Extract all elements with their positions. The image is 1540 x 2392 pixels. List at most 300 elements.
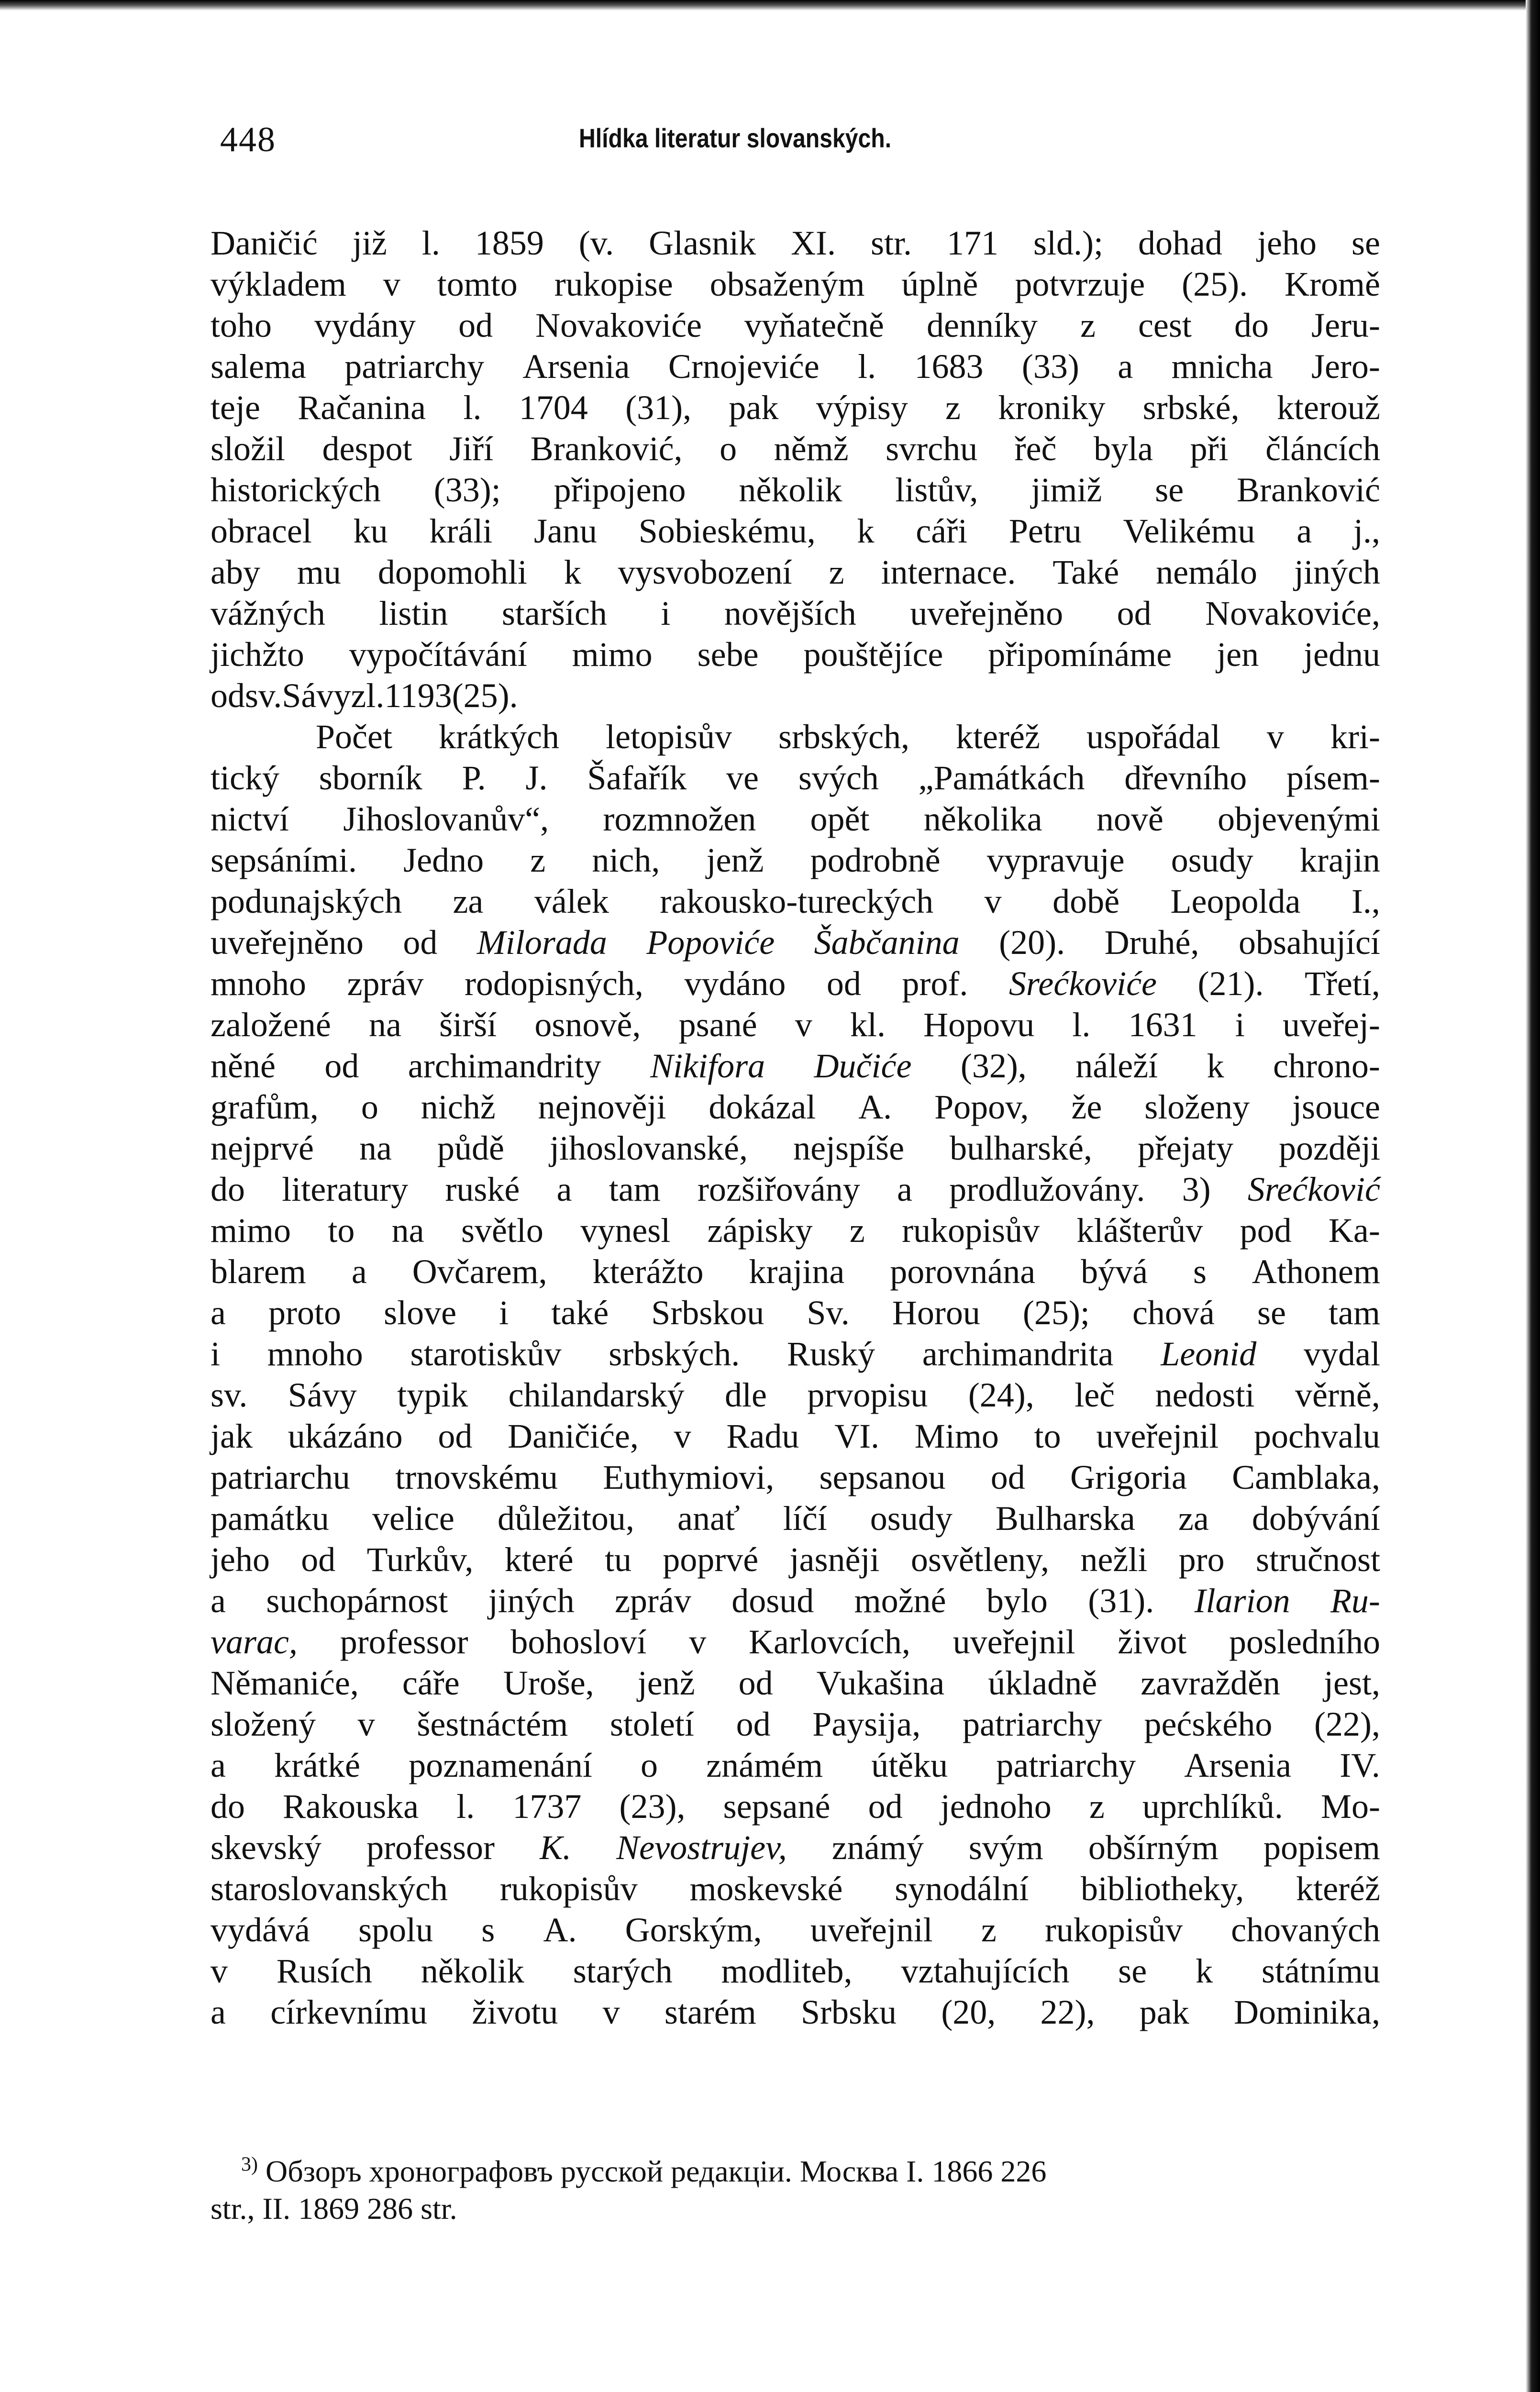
- word: kroniky: [998, 388, 1106, 427]
- word: vyňatečně: [744, 306, 884, 344]
- word: od: [868, 1787, 903, 1826]
- word: Ilarion: [1194, 1582, 1290, 1620]
- text-line: [211, 305, 1380, 346]
- text-line: [211, 840, 1380, 881]
- word: jsouce: [1292, 1088, 1380, 1126]
- word: tomto: [437, 265, 518, 303]
- word: Rakouska: [283, 1787, 419, 1826]
- word: 171: [947, 224, 999, 262]
- word: bulharské,: [950, 1129, 1093, 1167]
- scan-edge-top: [0, 0, 1540, 11]
- text-line: [211, 1004, 1380, 1045]
- word: Srećković: [1247, 1170, 1380, 1208]
- word: moskevské: [689, 1870, 843, 1908]
- word: nově: [1096, 800, 1163, 838]
- word: 1704: [519, 388, 588, 427]
- word: při: [1190, 430, 1229, 468]
- word: 1683: [914, 347, 984, 386]
- word: cáři: [916, 512, 968, 550]
- word: od: [736, 1705, 771, 1743]
- word: varac,: [211, 1623, 298, 1661]
- word: jiných: [1294, 553, 1380, 591]
- word: jihoslovanské,: [550, 1129, 748, 1167]
- word: do: [211, 1170, 245, 1208]
- word: od: [403, 923, 438, 962]
- word: z: [351, 676, 366, 715]
- text-line: [211, 1827, 1380, 1868]
- text-line: [211, 1539, 1380, 1580]
- word: i: [661, 594, 671, 632]
- word: Ka-: [1328, 1211, 1380, 1250]
- word: Srbskou: [651, 1294, 764, 1332]
- word: v: [984, 882, 1002, 920]
- word: památku: [211, 1499, 329, 1538]
- word: velice: [372, 1499, 454, 1538]
- word: řeč: [1014, 430, 1057, 468]
- word: složeny: [1144, 1088, 1250, 1126]
- word: Milorada: [476, 923, 607, 962]
- word: a: [211, 1746, 226, 1784]
- word: bohosloví: [510, 1623, 647, 1661]
- word: na: [391, 1211, 424, 1250]
- word: k: [564, 553, 581, 591]
- word: sv.: [211, 1376, 248, 1414]
- word: objevenými: [1218, 800, 1380, 838]
- word: svých: [798, 759, 879, 797]
- word: a: [556, 1170, 572, 1208]
- word: od: [301, 1540, 336, 1579]
- word: životu: [472, 1993, 558, 2031]
- word: dokázal: [709, 1088, 816, 1126]
- word: dobývání: [1252, 1499, 1380, 1538]
- word: později: [1279, 1129, 1380, 1167]
- footnote-line: [211, 2153, 1380, 2190]
- word: vysvobození: [618, 553, 792, 591]
- word: tu: [604, 1540, 632, 1579]
- word: obšírným: [1088, 1828, 1219, 1867]
- word: se: [1118, 1952, 1147, 1990]
- word: výpisy: [816, 388, 908, 427]
- word: 1859: [475, 224, 544, 262]
- word: důležitou,: [497, 1499, 634, 1538]
- word: uspořádal: [1086, 718, 1220, 756]
- word: život: [1118, 1623, 1187, 1661]
- word: cest: [1138, 306, 1192, 344]
- word: věrně,: [1295, 1376, 1380, 1414]
- word: Paysija,: [812, 1705, 921, 1743]
- word: Popov,: [934, 1088, 1029, 1126]
- word: Velikému: [1123, 512, 1255, 550]
- word: vypravuje: [986, 841, 1125, 879]
- word: podrobně: [810, 841, 941, 879]
- word: dosud: [731, 1582, 814, 1620]
- word: poprvé: [663, 1540, 759, 1579]
- word: Šafařík: [587, 759, 687, 797]
- word: i: [499, 1294, 509, 1332]
- word: zpráv: [347, 964, 424, 1003]
- word: stručnost: [1255, 1540, 1380, 1579]
- word: kl.: [850, 1006, 886, 1044]
- word: posledního: [1229, 1623, 1380, 1661]
- word: Camblaka,: [1232, 1458, 1380, 1496]
- word: v: [357, 1705, 375, 1743]
- word: od: [211, 676, 245, 715]
- word: v: [211, 1952, 228, 1990]
- word: starotiskův: [410, 1335, 562, 1373]
- word: uveřejnil: [953, 1623, 1075, 1661]
- word: internace.: [881, 553, 1016, 591]
- word: složený: [211, 1705, 316, 1743]
- word: Ruský: [787, 1335, 875, 1373]
- word: sld.);: [1033, 224, 1104, 262]
- word: P.: [462, 759, 486, 797]
- word: uveřejněno: [910, 594, 1064, 632]
- word: Mimo: [914, 1417, 999, 1455]
- word: od: [738, 1664, 773, 1702]
- word: opět: [810, 800, 870, 838]
- word: Petru: [1008, 512, 1082, 550]
- text-line: [211, 469, 1380, 510]
- word: chilandarský: [508, 1376, 685, 1414]
- word: Euthymiovi,: [603, 1458, 775, 1496]
- word: starém: [664, 1993, 756, 2031]
- text-line: [211, 346, 1380, 387]
- word: pochvalu: [1253, 1417, 1380, 1455]
- word: známý: [831, 1828, 924, 1867]
- text-line: [211, 881, 1380, 922]
- word: výkladem: [211, 265, 346, 303]
- text-line: [211, 1374, 1380, 1416]
- word: sv.: [245, 676, 282, 715]
- word: Athonem: [1252, 1252, 1380, 1291]
- text-line: [211, 1292, 1380, 1333]
- word: ve: [726, 759, 759, 797]
- word: vypočítávání: [349, 635, 527, 674]
- word: Radu: [726, 1417, 799, 1455]
- word: a: [351, 1252, 367, 1291]
- word: Šabčanina: [814, 923, 960, 962]
- word: obracel: [211, 512, 312, 550]
- word: osnově,: [534, 1006, 641, 1044]
- word: vztahujících: [901, 1952, 1070, 1990]
- word: popisem: [1263, 1828, 1380, 1867]
- text-line: [211, 1498, 1380, 1539]
- word: Vukašina: [816, 1664, 945, 1702]
- word: prodlužovány.: [949, 1170, 1145, 1208]
- word: náleží: [1075, 1047, 1158, 1085]
- word: a: [211, 1582, 226, 1620]
- word: možné: [854, 1582, 946, 1620]
- word: na: [359, 1129, 392, 1167]
- word: podunajských: [211, 882, 402, 920]
- word: do: [1234, 306, 1269, 344]
- word: VI.: [834, 1417, 880, 1455]
- word: byla: [1094, 430, 1153, 468]
- word: krajin: [1299, 841, 1380, 879]
- word: zavražděn: [1141, 1664, 1280, 1702]
- word: ku: [353, 512, 388, 550]
- word: pod: [1240, 1211, 1292, 1250]
- word: vydány: [314, 306, 416, 344]
- word: Janu: [534, 512, 597, 550]
- word: sepsanou: [819, 1458, 946, 1496]
- word: na: [369, 1006, 401, 1044]
- word: historických: [211, 471, 381, 509]
- word: Daničiće,: [508, 1417, 639, 1455]
- text-line: [211, 922, 1380, 963]
- word: srbských.: [609, 1335, 740, 1373]
- text-line: [211, 1333, 1380, 1374]
- word: pećského: [1144, 1705, 1273, 1743]
- word: a: [211, 1294, 226, 1332]
- running-title: Hlídka literatur slovanských.: [579, 123, 892, 153]
- word: chová: [1132, 1294, 1215, 1332]
- word: staroslovanských: [211, 1870, 448, 1908]
- word: tam: [1329, 1294, 1380, 1332]
- word: Branković: [1237, 471, 1380, 509]
- word: toho: [211, 306, 272, 344]
- word: srbských,: [778, 718, 909, 756]
- word: o: [361, 1088, 378, 1126]
- word: „Památkách: [918, 759, 1085, 797]
- word: mnicha: [1171, 347, 1273, 386]
- word: dohad: [1138, 224, 1222, 262]
- text-line: [211, 675, 1380, 716]
- word: uveřejnil: [1096, 1417, 1219, 1455]
- word: z: [530, 841, 546, 879]
- word: 22),: [1040, 1993, 1095, 2031]
- word: Jeru-: [1311, 306, 1380, 344]
- word: Gorským,: [625, 1911, 762, 1949]
- word: úkladně: [988, 1664, 1097, 1702]
- text-line: [211, 1621, 1380, 1662]
- word: porovnána: [890, 1252, 1036, 1291]
- word: jest,: [1324, 1664, 1380, 1702]
- word: rozmnožen: [603, 800, 756, 838]
- word: chrono-: [1273, 1047, 1380, 1085]
- scan-edge-right: [1526, 0, 1540, 2392]
- word: l.: [463, 388, 482, 427]
- word: do: [211, 1787, 245, 1826]
- word: l.: [858, 347, 876, 386]
- word: Počet: [316, 718, 392, 756]
- word: rukopisův: [1044, 1911, 1183, 1949]
- word: Glasnik: [649, 224, 756, 262]
- word: (31),: [625, 388, 692, 427]
- word: v: [674, 1417, 691, 1455]
- word: širší: [439, 1006, 497, 1044]
- word: a: [1118, 347, 1133, 386]
- word: z: [829, 553, 844, 591]
- word: rakousko-tureckých: [660, 882, 934, 920]
- word: Turkův,: [366, 1540, 474, 1579]
- text-line: [211, 1745, 1380, 1786]
- body-text: [211, 222, 1380, 2033]
- word: Kromě: [1285, 265, 1380, 303]
- text-line: [211, 222, 1380, 264]
- word: jednoho: [940, 1787, 1052, 1826]
- word: nejnověji: [538, 1088, 666, 1126]
- text-line: [211, 1128, 1380, 1169]
- word: krátké: [274, 1746, 360, 1784]
- page-number: 448: [220, 120, 276, 159]
- word: uveřejnil: [810, 1911, 933, 1949]
- text-line: [211, 1909, 1380, 1950]
- word: osudy: [1171, 841, 1253, 879]
- word: professor: [366, 1828, 495, 1867]
- text-line: [211, 1704, 1380, 1745]
- word: šestnáctém: [417, 1705, 568, 1743]
- word: Arsenia: [1184, 1746, 1292, 1784]
- word: a: [211, 1993, 226, 2031]
- word: k: [1196, 1952, 1213, 1990]
- word: Popoviće: [646, 923, 775, 962]
- text-line: [211, 1086, 1380, 1128]
- word: Uroše,: [503, 1664, 594, 1702]
- word: uprchlíků.: [1142, 1787, 1283, 1826]
- word: úplně: [901, 265, 978, 303]
- footnote-text-1: Обзоръ хронографовъ русской редакціи. Москва I. 1866 226: [266, 2154, 1047, 2188]
- word: jen: [1217, 635, 1259, 674]
- word: IV.: [1340, 1746, 1380, 1784]
- word: skevský: [211, 1828, 321, 1867]
- word: od: [1117, 594, 1152, 632]
- word: Srećkoviće: [1008, 964, 1157, 1003]
- word: Jihoslovanův“,: [343, 800, 549, 838]
- word: Bulharska: [995, 1499, 1135, 1538]
- word: ukázáno: [288, 1417, 403, 1455]
- word: vážných: [211, 594, 325, 632]
- word: rodopisných,: [464, 964, 643, 1003]
- word: bibliotheky,: [1081, 1870, 1244, 1908]
- word: modliteb,: [721, 1952, 853, 1990]
- word: spolu: [358, 1911, 433, 1949]
- word: despot: [322, 430, 412, 468]
- word: době: [1053, 882, 1120, 920]
- word: (21).: [1197, 964, 1264, 1003]
- word: Srbsku: [801, 1993, 897, 2031]
- word: osudy: [870, 1499, 953, 1538]
- word: vydal: [1304, 1335, 1380, 1373]
- word: (33): [1021, 347, 1079, 386]
- word: líčí: [783, 1499, 827, 1538]
- word: přejaty: [1138, 1129, 1233, 1167]
- word: kterouž: [1276, 388, 1380, 427]
- word: patriarchu: [211, 1458, 350, 1496]
- word: kteréž: [1296, 1870, 1380, 1908]
- word: (v.: [578, 224, 614, 262]
- word: Sávy: [288, 1376, 357, 1414]
- word: (22),: [1314, 1705, 1380, 1743]
- word: to: [328, 1211, 355, 1250]
- word: rukopisův: [902, 1211, 1040, 1250]
- word: založené: [211, 1006, 331, 1044]
- word: A.: [543, 1911, 577, 1949]
- word: Račanina: [298, 388, 426, 427]
- word: Sobieskému,: [638, 512, 816, 550]
- word: novějších: [724, 594, 856, 632]
- text-line: [211, 1950, 1380, 1992]
- word: s: [481, 1911, 495, 1949]
- word: Hopovu: [923, 1006, 1035, 1044]
- text-line: [211, 387, 1380, 428]
- word: bylo: [986, 1582, 1048, 1620]
- word: sebe: [697, 635, 759, 674]
- word: pak: [1139, 1993, 1189, 2031]
- word: mnoho: [211, 964, 307, 1003]
- word: Třetí,: [1304, 964, 1380, 1003]
- word: Novakoviće: [535, 306, 702, 344]
- text-line: [211, 757, 1380, 798]
- word: Karlovcích,: [748, 1623, 910, 1661]
- word: klášterův: [1076, 1211, 1203, 1250]
- text-line: [211, 1416, 1380, 1457]
- word: Jero-: [1311, 347, 1380, 386]
- text-line: [211, 1045, 1380, 1086]
- word: již: [352, 224, 387, 262]
- word: nedosti: [1155, 1376, 1255, 1414]
- text-line: [211, 593, 1380, 634]
- word: Nikifora: [650, 1047, 765, 1085]
- word: zpráv: [614, 1582, 691, 1620]
- text-line: [211, 510, 1380, 552]
- word: uveřej-: [1283, 1006, 1380, 1044]
- running-head: [211, 120, 1380, 167]
- word: něné: [211, 1047, 276, 1085]
- word: několik: [421, 1952, 524, 1990]
- word: složil: [211, 430, 285, 468]
- word: poznamenání: [409, 1746, 592, 1784]
- word: mu: [297, 553, 341, 591]
- word: salema: [211, 347, 306, 386]
- word: pak: [729, 388, 779, 427]
- word: že: [1071, 1088, 1102, 1126]
- word: (33);: [433, 471, 501, 509]
- word: rukopisův: [499, 1870, 638, 1908]
- word: psané: [678, 1006, 757, 1044]
- word: nictví: [211, 800, 289, 838]
- word: (25).: [1182, 265, 1248, 303]
- word: str.: [871, 224, 912, 262]
- word: od: [990, 1458, 1025, 1496]
- text-line: [211, 963, 1380, 1004]
- word: sepsáními.: [211, 841, 357, 879]
- word: archimandrity: [408, 1047, 601, 1085]
- word: anať: [677, 1499, 740, 1538]
- word: z: [1089, 1787, 1105, 1826]
- word: několika: [923, 800, 1042, 838]
- word: 1737: [512, 1787, 582, 1826]
- word: to: [1034, 1417, 1061, 1455]
- word: bývá: [1081, 1252, 1148, 1291]
- word: obsahující: [1238, 923, 1380, 962]
- word: 3): [1182, 1170, 1211, 1208]
- text-line: [211, 1662, 1380, 1704]
- word: králi: [429, 512, 493, 550]
- word: od: [324, 1047, 359, 1085]
- word: nichž: [421, 1088, 496, 1126]
- word: dřevního: [1124, 759, 1247, 797]
- word: i: [1235, 1006, 1245, 1044]
- word: teje: [211, 388, 260, 427]
- word: blarem: [211, 1252, 306, 1291]
- word: suchopárnost: [266, 1582, 448, 1620]
- word: Ru-: [1330, 1582, 1380, 1620]
- word: Sávy: [282, 676, 351, 715]
- footnote-line: [211, 2190, 1380, 2227]
- word: patriarchy: [344, 347, 485, 386]
- word: připomínáme: [988, 635, 1172, 674]
